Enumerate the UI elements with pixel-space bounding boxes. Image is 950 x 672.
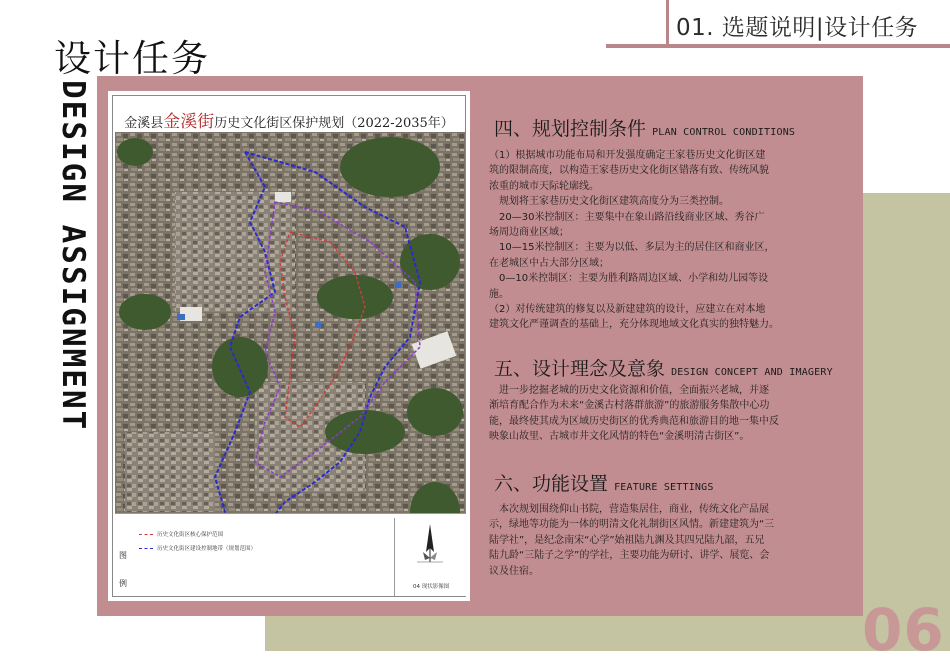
legend-row-core: [139, 530, 223, 538]
section-heading-feature-settings: [494, 469, 714, 496]
feature-settings-line: 本次规划围绕仰山书院，营造集居住，商业，传统文化产品展: [489, 504, 769, 515]
plan-control-line: 建筑文化严谨调查的基础上，充分体现地域文化真实的独特魅力。: [489, 319, 779, 331]
design-concept-line: 渐培育配合作为未来“金溪古村落群旅游”的旅游服务集散中心功: [489, 400, 770, 412]
legend-row-control: [139, 544, 256, 552]
page-title: 设计任务: [54, 37, 210, 80]
section-body-feature-settings: [489, 502, 774, 579]
legend-swatch-core: [139, 534, 153, 535]
plan-control-line: （1）根据城市功能布局和开发强度确定王家巷历史文化街区建: [489, 150, 766, 161]
section-heading-design-concept-en: DESIGN CONCEPT AND IMAGERY: [671, 367, 833, 378]
section-label: 01. 选题说明|设计任务: [676, 15, 919, 41]
design-concept-line: 映象山故里、古城市井文化风情的特色“金溪明清古街区”。: [489, 431, 750, 443]
feature-settings-line: 示，绿地等功能为一体的明清文化礼制街区风情。新建建筑为“三: [489, 519, 775, 531]
feature-settings-line: 陆九龄“三陆子之学”的学社，主要功能为研讨、讲学、展览、会: [489, 550, 770, 562]
map-title: [108, 107, 470, 132]
plan-control-line: 20—30米控制区：主要集中在象山路沿线商业区域、秀谷广: [489, 211, 765, 223]
feature-settings-line: 陆学社”，是纪念南宋“心学”始祖陆九渊及其四兄陆九韶，五兄: [489, 534, 765, 546]
design-concept-line: 进一步挖掘老城的历史文化资源和价值，全面振兴老城，并逐: [489, 385, 769, 396]
plan-control-line: 浓重的城市天际轮廓线。: [489, 180, 599, 192]
north-arrow-icon: [395, 518, 465, 578]
section-heading-feature-settings-en: FEATURE SETTINGS: [614, 482, 714, 493]
section-heading-plan-control: [494, 114, 795, 141]
page-number: 06: [862, 596, 945, 664]
legend-label-bottom: 例: [119, 579, 127, 588]
plan-control-line: 场周边商业区域；: [489, 227, 569, 239]
legend-text-control: 历史文化街区建设控制地带（规划范围）: [157, 546, 257, 552]
section-heading-feature-settings-cn: 六、功能设置: [494, 473, 609, 495]
plan-control-line: 10—15米控制区：主要为以低、多层为主的居住区和商业区，: [489, 242, 775, 254]
map-title-prefix: 金溪县: [124, 116, 164, 131]
plan-control-line: 0—10米控制区：主要为胜利路周边区域、小学和幼儿园等设: [489, 273, 769, 285]
map-title-suffix: 历史文化街区保护规划（2022-2035年）: [214, 116, 454, 131]
plan-control-line: 筑的限制高度，以构造王家巷历史文化街区错落有致、传统风貌: [489, 165, 769, 177]
plan-control-line: 在老城区中占大部分区域；: [489, 257, 609, 269]
plan-control-line: 施。: [489, 288, 509, 300]
map-card: [108, 91, 470, 601]
legend-label-top: 图: [119, 551, 127, 560]
header-divider: [606, 44, 950, 48]
legend-swatch-control: [139, 548, 153, 549]
plan-control-line: 规划将王家巷历史文化街区建筑高度分为三类控制。: [489, 196, 729, 208]
plan-control-line: （2）对传统建筑的修复以及新建建筑的设计，应建立在对本地: [489, 304, 766, 316]
section-body-design-concept: [489, 383, 779, 445]
map-title-highlight: 金溪街: [163, 112, 215, 132]
header-vertical-divider: [666, 0, 669, 48]
legend-text-core: 历史文化街区核心保护范围: [157, 532, 224, 538]
section-heading-design-concept-cn: 五、设计理念及意象: [494, 358, 666, 380]
map-caption: 04 现状影像图: [413, 584, 450, 590]
section-heading-design-concept: [494, 354, 833, 381]
vertical-subtitle: DESIGN ASSIGNMENT: [55, 80, 91, 432]
north-arrow-box: [394, 518, 465, 596]
section-heading-plan-control-en: PLAN CONTROL CONDITIONS: [652, 127, 796, 138]
map-legend: [115, 513, 466, 596]
feature-settings-line: 议及住宿。: [489, 565, 539, 577]
section-heading-plan-control-cn: 四、规划控制条件: [494, 118, 647, 140]
design-concept-line: 能，最终使其成为区域历史街区的优秀典范和旅游目的地一集中反: [489, 415, 779, 427]
section-body-plan-control: [489, 148, 779, 333]
